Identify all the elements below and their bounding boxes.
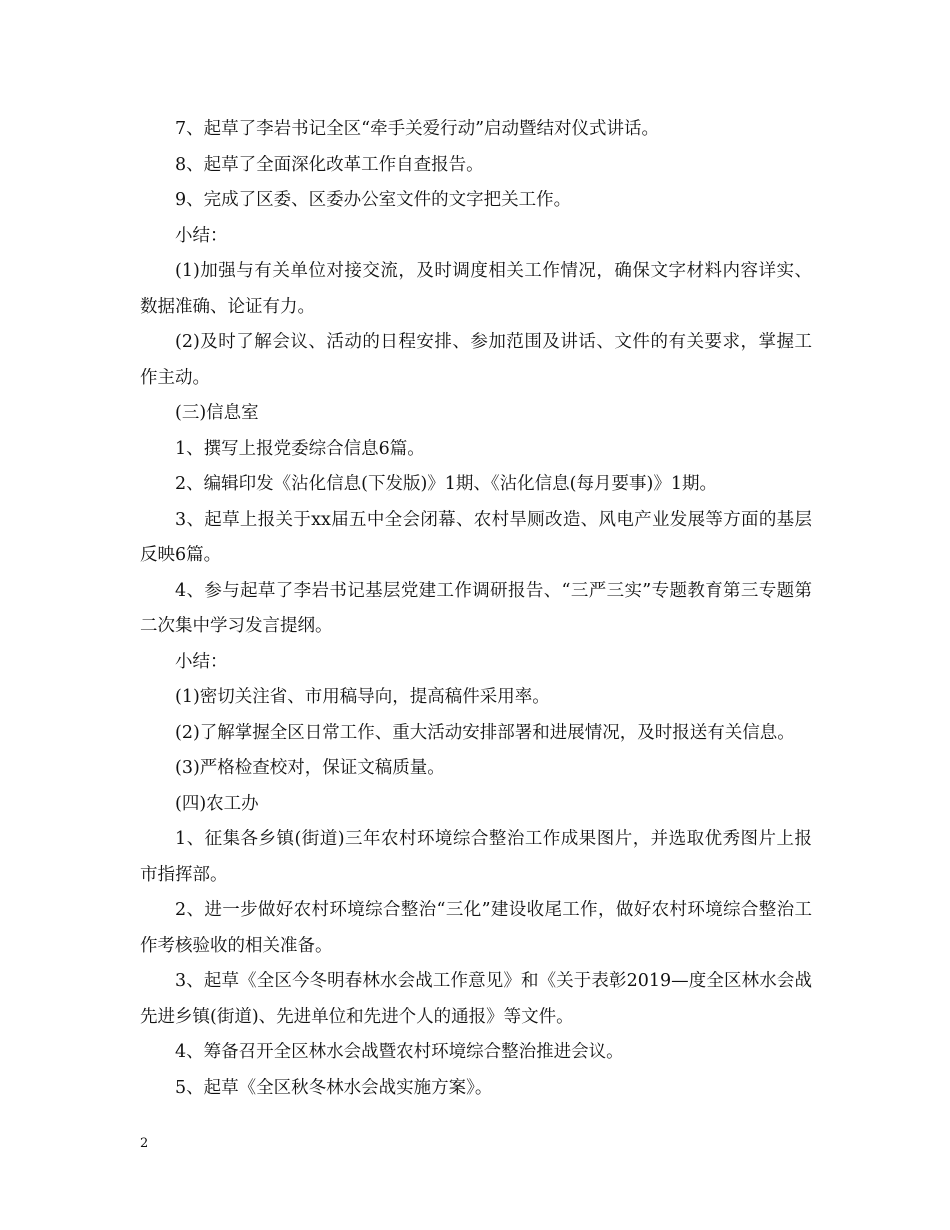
paragraph: (1)密切关注省、市用稿导向，提高稿件采用率。 bbox=[175, 687, 550, 707]
paragraph: 3、起草《全区今冬明春林水会战工作意见》和《关于表彰2019—度全区林水会战先进乡镇(街道)、先进单位和先进个人的通报》等文件。 bbox=[140, 971, 812, 1027]
document-body bbox=[140, 112, 812, 1106]
paragraph: 1、撰写上报党委综合信息6篇。 bbox=[175, 438, 425, 459]
paragraph: 3、起草上报关于xx届五中全会闭幕、农村旱厕改造、风电产业发展等方面的基层反映6篇。 bbox=[140, 509, 812, 565]
paragraph: (3)严格检查校对，保证文稿质量。 bbox=[175, 758, 445, 778]
paragraph: 2、进一步做好农村环境综合整治“三化”建设收尾工作，做好农村环境综合整治工作考核验收的相关准备。 bbox=[140, 900, 812, 956]
section-summary-heading: 小结： bbox=[175, 225, 228, 246]
section-heading-info-office: (三)信息室 bbox=[175, 403, 259, 423]
paragraph: 4、筹备召开全区林水会战暨农村环境综合整治推进会议。 bbox=[175, 1042, 624, 1062]
section-heading-agriculture-office: (四)农工办 bbox=[175, 793, 259, 814]
section-summary-heading: 小结： bbox=[175, 651, 228, 672]
paragraph: 8、起草了全面深化改革工作自查报告。 bbox=[175, 154, 484, 175]
paragraph: (1)加强与有关单位对接交流，及时调度相关工作情况，确保文字材料内容详实、数据准确、论证有力。 bbox=[140, 261, 812, 317]
paragraph: 9、完成了区委、区委办公室文件的文字把关工作。 bbox=[175, 190, 572, 210]
paragraph: 5、起草《全区秋冬林水会战实施方案》。 bbox=[175, 1077, 493, 1098]
paragraph: (2)及时了解会议、活动的日程安排、参加范围及讲话、文件的有关要求，掌握工作主动。 bbox=[140, 332, 812, 388]
paragraph: 1、征集各乡镇(街道)三年农村环境综合整治工作成果图片，并选取优秀图片上报市指挥部。 bbox=[140, 829, 812, 885]
paragraph: 2、编辑印发《沾化信息(下发版)》1期、《沾化信息(每月要事)》1期。 bbox=[175, 474, 717, 494]
paragraph: 7、起草了李岩书记全区“牵手关爱行动”启动暨结对仪式讲话。 bbox=[175, 119, 660, 139]
paragraph: (2)了解掌握全区日常工作、重大活动安排部署和进展情况，及时报送有关信息。 bbox=[175, 722, 795, 743]
paragraph: 4、参与起草了李岩书记基层党建工作调研报告、“三严三实”专题教育第三专题第二次集中学习发言提纲。 bbox=[140, 580, 812, 636]
page-number: 2 bbox=[140, 1136, 149, 1151]
